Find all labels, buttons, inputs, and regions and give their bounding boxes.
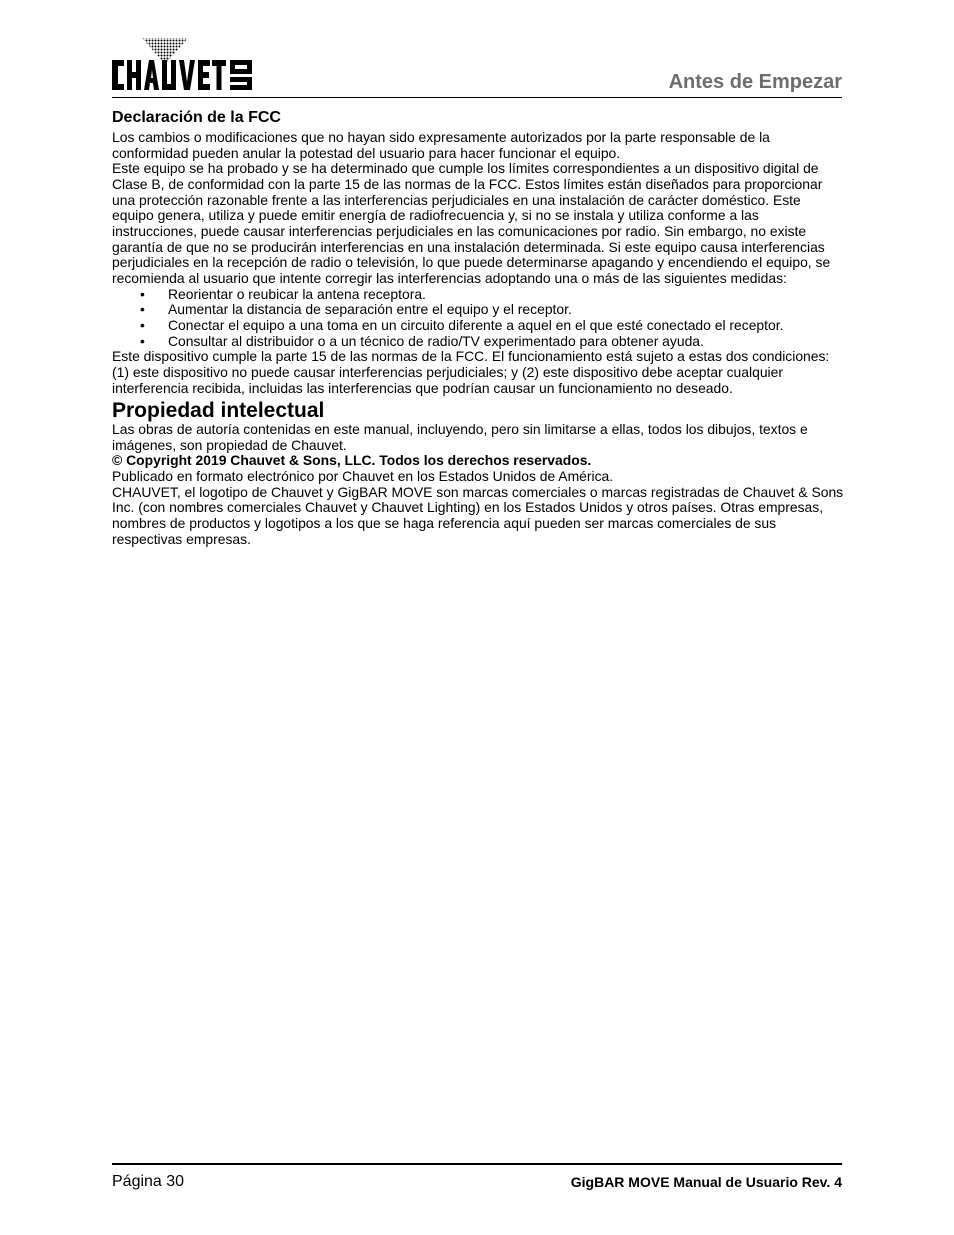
ip-paragraph: CHAUVET, el logotipo de Chauvet y GigBAR MOVE son marcas comerciales o marcas registradas de Chauvet & Sons Inc. (con nombres comerciales Chauvet y Chauvet Lighting) en los Estados Unidos y otros países. Otras empresas, nombres de productos y logotipos a los que se haga referencia aquí pueden ser marcas comerciales de sus respectivas empresas. <box>112 483 844 547</box>
fcc-measures-list <box>112 287 844 350</box>
footer-divider <box>112 1163 842 1165</box>
list-item: • Reorientar o reubicar la antena receptora. <box>112 287 844 303</box>
page-number: Página 30 <box>112 1173 185 1190</box>
page-content <box>112 108 844 547</box>
fcc-heading: Declaración de la FCC <box>112 109 281 126</box>
ip-heading: Propiedad intelectual <box>112 399 325 423</box>
manual-title: GigBAR MOVE Manual de Usuario Rev. 4 <box>570 1174 842 1190</box>
header-divider <box>112 97 842 98</box>
copyright-notice: © Copyright 2019 Chauvet & Sons, LLC. Todos los derechos reservados. <box>112 452 592 469</box>
fcc-paragraph: Los cambios o modificaciones que no hayan sido expresamente autorizados por la parte responsable de la conformidad pueden anular la potestad del usuario para hacer funcionar el equipo. <box>112 129 770 161</box>
fcc-paragraph: Este equipo se ha probado y se ha determinado que cumple los límites correspondientes a un dispositivo digital de Clase B, de conformidad con la parte 15 de las normas de la FCC. Estos límites están diseñados para proporcionar una protección razonable frente a las interferencias perjudiciales en una instalación de carácter doméstico. Este equipo genera, utiliza y puede emitir energía de radiofrecuencia y, si no se instala y utiliza conforme a las instrucciones, puede causar interferencias perjudiciales en las comunicaciones por radio. Sin embargo, no existe garantía de que no se producirán interferencias en una instalación determinada. Si este equipo causa interferencias perjudiciales en la recepción de radio o televisión, lo que puede determinarse apagando y encendiendo el equipo, se recomienda al usuario que intente corregir las interferencias adoptando una o más de las siguientes medidas: <box>112 160 831 286</box>
ip-paragraph: Publicado en formato electrónico por Chauvet en los Estados Unidos de América. <box>112 468 614 485</box>
list-item: • Consultar al distribuidor o a un técnico de radio/TV experimentado para obtener ayuda. <box>112 334 844 350</box>
fcc-paragraph: Este dispositivo cumple la parte 15 de las normas de la FCC. El funcionamiento está sujeto a estas dos condiciones: (1) este dispositivo no puede causar interferencias perjudiciales; y (2) este dispositivo debe aceptar cualquier interferencia recibida, incluidas las interferencias que podrían causar un funcionamiento no deseado. <box>112 348 830 396</box>
list-item: • Conectar el equipo a una toma en un circuito diferente a aquel en el que esté conectado el receptor. <box>112 318 844 334</box>
chauvet-dj-logo <box>112 36 252 94</box>
page-header <box>112 34 842 98</box>
section-title: Antes de Empezar <box>668 71 842 93</box>
list-item: • Aumentar la distancia de separación entre el equipo y el receptor. <box>112 302 844 318</box>
ip-paragraph: Las obras de autoría contenidas en este manual, incluyendo, pero sin limitarse a ellas, todos los dibujos, textos e imágenes, son propiedad de Chauvet. <box>112 421 808 453</box>
